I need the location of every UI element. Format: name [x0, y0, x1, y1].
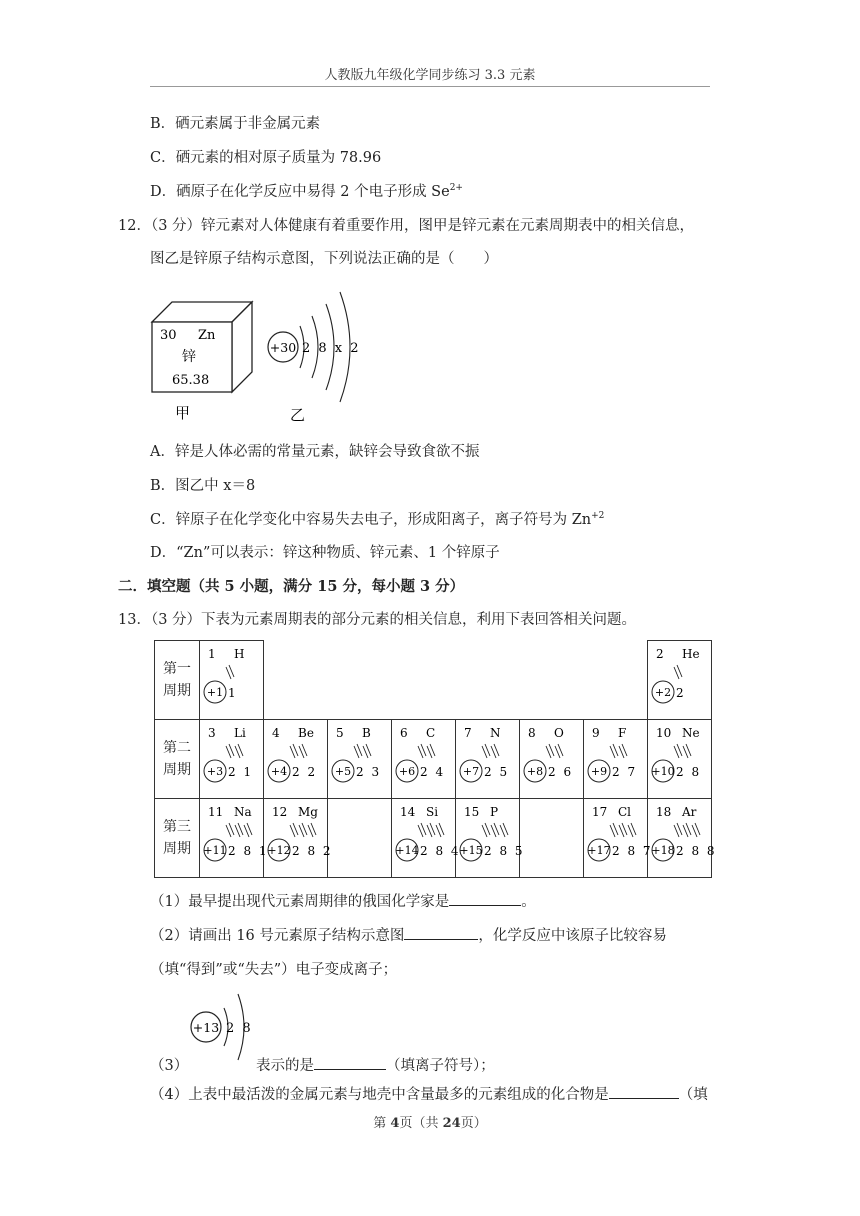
element-number: 9 — [592, 726, 600, 740]
atom-structure — [328, 720, 390, 794]
electron-shells: 2 6 — [548, 765, 574, 779]
nucleus-charge: +8 — [526, 765, 544, 778]
electron-shells: 2 4 — [420, 765, 446, 779]
nucleus-charge: +11 — [203, 844, 227, 857]
electron-shells: 1 — [228, 686, 238, 700]
element-symbol: F — [618, 726, 627, 740]
q12-figure — [150, 284, 370, 426]
q13-part3-label: （3） — [150, 1058, 189, 1074]
element-number: 8 — [528, 726, 536, 740]
element-number: 12 — [272, 805, 288, 819]
element-symbol: Na — [234, 805, 252, 819]
element-number: 2 — [656, 647, 664, 661]
nucleus-charge: +12 — [267, 844, 291, 857]
element-number: 10 — [656, 726, 672, 740]
empty-cell — [392, 641, 456, 720]
element-number: 6 — [400, 726, 408, 740]
element-cell — [200, 720, 264, 799]
element-number: 17 — [592, 805, 608, 819]
figure-jia-label: 甲 — [175, 404, 191, 422]
empty-cell — [328, 641, 392, 720]
atom-structure — [200, 641, 262, 715]
element-symbol: Cl — [618, 805, 632, 819]
atom-structure — [392, 720, 454, 794]
electron-shells: 2 3 — [356, 765, 382, 779]
zinc-element-card — [152, 302, 252, 392]
electron-shells: 2 8 7 — [612, 844, 653, 858]
element-symbol: O — [554, 726, 564, 740]
element-symbol: Ne — [682, 726, 700, 740]
atom-structure — [392, 799, 461, 873]
answer-blank-3[interactable] — [314, 1055, 386, 1070]
element-symbol: P — [490, 805, 499, 819]
q11-option-d: D．硒原子在化学反应中易得 2 个电子形成 $Se^{2+}$ — [150, 183, 463, 200]
period-label: 第一 周期 — [155, 641, 200, 720]
nucleus-charge: +9 — [590, 765, 608, 778]
zinc-atom-diagram — [268, 292, 361, 402]
table-row — [155, 641, 712, 720]
card-atomic-number: 30 — [160, 328, 177, 343]
atom-structure — [200, 799, 269, 873]
q12-option-a: A．锌是人体必需的常量元素，缺锌会导致食欲不振 — [150, 444, 480, 460]
q12-stem-line2: 图乙是锌原子结构示意图，下列说法正确的是（ ） — [150, 251, 498, 267]
atom-structure — [648, 720, 710, 794]
atom-structure — [456, 720, 518, 794]
q13-part1: （1）最早提出现代元素周期律的俄国化学家是 。 — [150, 890, 536, 911]
nucleus-charge: +1 — [206, 686, 224, 699]
electron-shells: 2 — [676, 686, 686, 700]
element-cell — [456, 720, 520, 799]
element-number: 1 — [208, 647, 216, 661]
electron-shells: 2 8 1 — [228, 844, 269, 858]
element-symbol: H — [234, 647, 245, 661]
atom-structure — [456, 799, 525, 873]
element-symbol: Ar — [682, 805, 697, 819]
element-cell — [392, 720, 456, 799]
electron-shells: 2 7 — [612, 765, 638, 779]
element-symbol: B — [362, 726, 371, 740]
element-cell — [456, 799, 525, 878]
atom-structure — [648, 641, 710, 715]
nucleus-charge: +4 — [270, 765, 288, 778]
nucleus-charge: +2 — [654, 686, 672, 699]
atom-nucleus: +30 — [269, 340, 297, 355]
atom-structure — [648, 799, 717, 873]
page-header: 人教版九年级化学同步练习 3.3 元素 — [324, 68, 536, 83]
element-cell — [200, 799, 269, 878]
element-cell — [584, 799, 653, 878]
periodic-table — [154, 640, 717, 878]
card-name: 锌 — [182, 349, 196, 365]
element-symbol: C — [426, 726, 436, 740]
q13-stem: 13．（3 分）下表为元素周期表的部分元素的相关信息，利用下表回答相关问题。 — [118, 612, 637, 628]
table-row — [155, 720, 712, 799]
atom-structure — [200, 720, 262, 794]
period-label: 第二 周期 — [155, 720, 200, 799]
q13-part4: （4）上表中最活泼的金属元素与地壳中含量最多的元素组成的化合物是 （填 — [150, 1083, 708, 1104]
atom-structure — [520, 720, 582, 794]
q11-option-c: C．硒元素的相对原子质量为 78.96 — [150, 150, 382, 166]
answer-blank-1[interactable] — [449, 891, 521, 906]
table-row — [155, 799, 712, 878]
element-symbol: Be — [298, 726, 314, 740]
empty-cell — [456, 641, 520, 720]
electron-shells: 2 8 2 — [292, 844, 333, 858]
page-footer: 第 4页（共 24页） — [373, 1116, 487, 1131]
element-number: 4 — [272, 726, 280, 740]
element-cell — [648, 799, 717, 878]
q13-part2: （2）请画出 16 号元素原子结构示意图 ，化学反应中该原子比较容易 — [150, 924, 667, 945]
answer-blank-4[interactable] — [609, 1084, 679, 1099]
element-number: 11 — [208, 805, 224, 819]
element-cell — [200, 641, 264, 720]
empty-cell — [520, 799, 584, 878]
q13-part2-line2: （填“得到”或“失去”）电子变成离子； — [150, 962, 398, 978]
empty-cell — [264, 641, 328, 720]
period-label: 第三 周期 — [155, 799, 200, 878]
q13-part3: 表示的是 （填离子符号）； — [256, 1054, 495, 1075]
ion-shells: 2 8 — [226, 1021, 253, 1036]
element-symbol: N — [490, 726, 501, 740]
element-symbol: Mg — [298, 805, 318, 819]
electron-shells: 2 8 — [676, 765, 702, 779]
atom-structure — [584, 799, 653, 873]
element-number: 5 — [336, 726, 344, 740]
q12-stem-line1: 12．（3 分）锌元素对人体健康有着重要作用，图甲是锌元素在元素周期表中的相关信息， — [118, 218, 695, 234]
element-cell — [648, 720, 712, 799]
element-number: 15 — [464, 805, 480, 819]
q12-option-d: D．“Zn”可以表示：锌这种物质、锌元素、1 个锌原子 — [150, 545, 500, 561]
section-title: 二．填空题（共 5 小题，满分 15 分，每小题 3 分） — [118, 578, 465, 595]
q12-option-b: B．图乙中 x＝8 — [150, 478, 256, 494]
nucleus-charge: +5 — [334, 765, 352, 778]
aluminum-ion-diagram — [188, 986, 260, 1064]
element-cell — [648, 641, 712, 720]
electron-shells: 2 8 4 — [420, 844, 461, 858]
atom-structure — [584, 720, 646, 794]
element-symbol: Li — [234, 726, 246, 740]
card-mass: 65.38 — [172, 373, 210, 388]
atom-structure — [264, 799, 333, 873]
element-cell — [264, 720, 328, 799]
element-number: 18 — [656, 805, 672, 819]
element-cell — [520, 720, 584, 799]
q12-option-c: C．锌原子在化学变化中容易失去电子，形成阳离子，离子符号为 $Zn^{+2}$ — [150, 511, 605, 528]
electron-shells: 2 8 5 — [484, 844, 525, 858]
nucleus-charge: +15 — [459, 844, 483, 857]
nucleus-charge: +14 — [395, 844, 419, 857]
nucleus-charge: +3 — [206, 765, 224, 778]
element-cell — [264, 799, 333, 878]
empty-cell — [328, 799, 392, 878]
element-symbol: He — [682, 647, 700, 661]
nucleus-charge: +7 — [462, 765, 480, 778]
electron-shells: 2 8 8 — [676, 844, 717, 858]
nucleus-charge: +10 — [651, 765, 675, 778]
empty-cell — [520, 641, 584, 720]
element-number: 7 — [464, 726, 472, 740]
ion-nucleus: +13 — [192, 1020, 220, 1035]
figure-yi-label: 乙 — [290, 406, 306, 424]
nucleus-charge: +6 — [398, 765, 416, 778]
electron-shells: 2 2 — [292, 765, 318, 779]
element-cell — [584, 720, 648, 799]
element-cell — [392, 799, 461, 878]
element-cell — [328, 720, 392, 799]
electron-shells: 2 5 — [484, 765, 510, 779]
nucleus-charge: +17 — [587, 844, 611, 857]
electron-shells: 2 1 — [228, 765, 254, 779]
answer-blank-2[interactable] — [404, 925, 478, 940]
card-symbol: Zn — [198, 328, 216, 343]
atom-structure — [264, 720, 326, 794]
q11-option-b: B．硒元素属于非金属元素 — [150, 116, 321, 132]
element-symbol: Si — [426, 805, 439, 819]
header-rule — [150, 86, 710, 87]
element-number: 14 — [400, 805, 416, 819]
element-number: 3 — [208, 726, 216, 740]
empty-cell — [584, 641, 648, 720]
nucleus-charge: +18 — [651, 844, 675, 857]
atom-shells: 2 8 x 2 — [302, 341, 361, 356]
